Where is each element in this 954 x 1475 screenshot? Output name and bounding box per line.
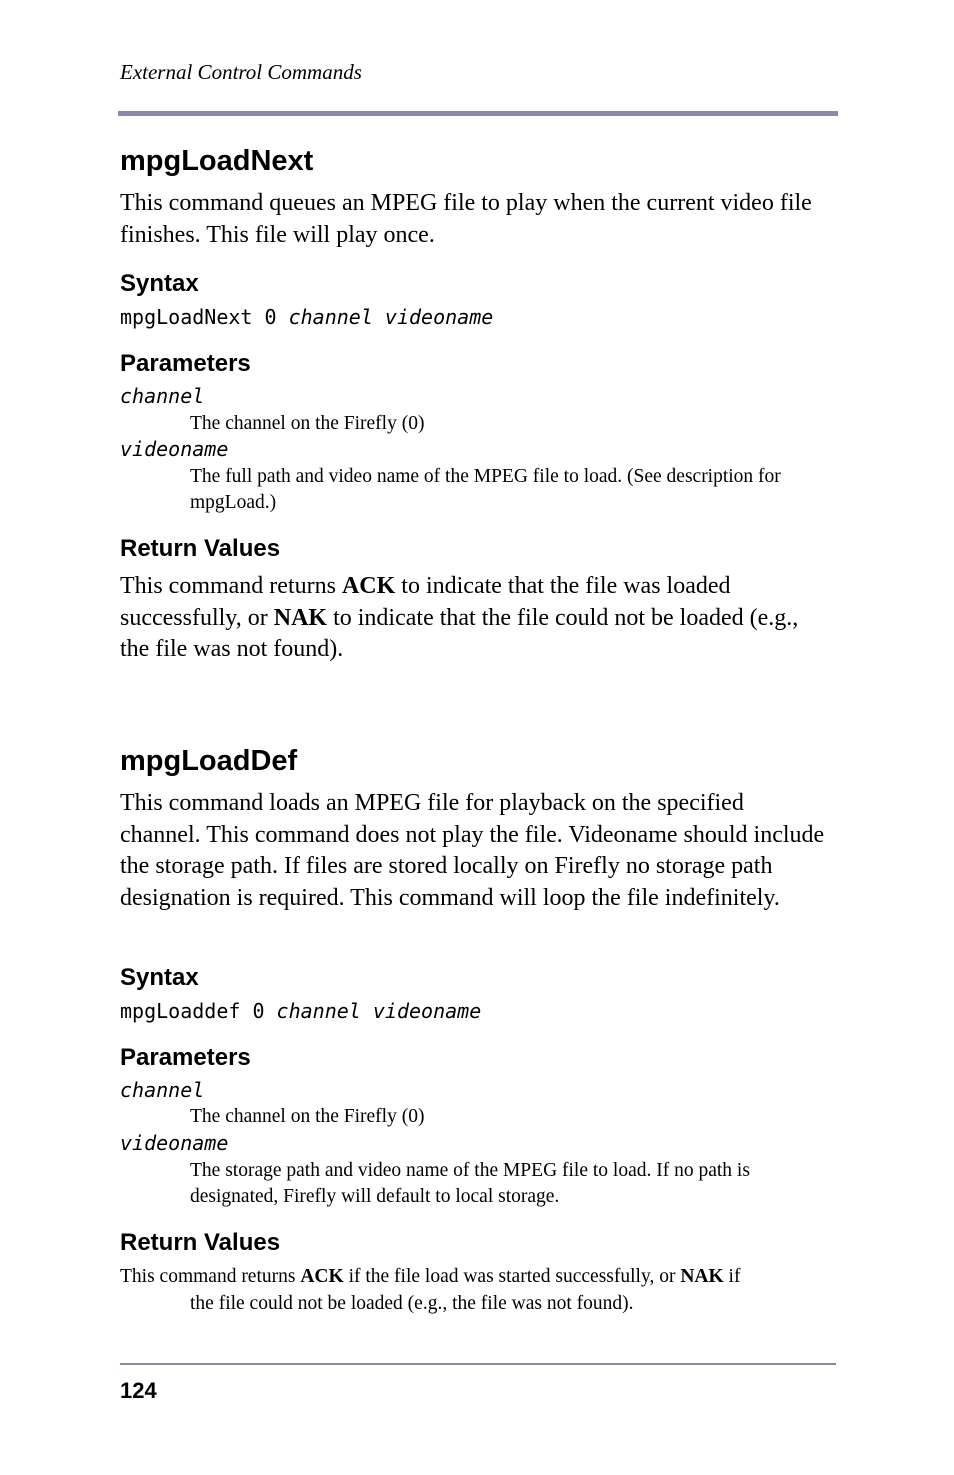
section-title-mpgloaddef: mpgLoadDef: [120, 745, 298, 777]
return-text-part: to indicate that the file was loaded successfully, or: [120, 573, 731, 631]
section-title-mpgloadnext: mpgLoadNext: [120, 145, 314, 177]
syntax-command: mpgLoaddef 0: [120, 999, 265, 1023]
param-desc-channel: The channel on the Firefly (0): [190, 413, 425, 434]
footer-rule: [120, 1363, 836, 1365]
param-desc-videoname: The full path and video name of the MPEG file to load. (See description for mpgLoad.): [190, 466, 781, 513]
syntax-line: [120, 305, 493, 329]
parameters-heading: Parameters: [120, 1044, 251, 1071]
nak-keyword: NAK: [680, 1266, 724, 1287]
param-name-videoname: videoname: [120, 437, 229, 461]
section-description: This command queues an MPEG file to play when the current video file finishes. This file will play once.: [120, 190, 812, 248]
running-header: External Control Commands: [120, 60, 362, 84]
syntax-heading: Syntax: [120, 964, 199, 991]
return-text-part: if the file load was started successfully, or: [348, 1266, 676, 1287]
return-values-text: [120, 1263, 832, 1317]
return-text-continuation: the file could not be loaded (e.g., the file was not found).: [190, 1293, 634, 1314]
return-values-heading: Return Values: [120, 1229, 281, 1256]
page-number: 124: [120, 1378, 157, 1403]
return-text-part: to indicate that the file could not be loaded (e.g., the file was not found).: [120, 604, 799, 662]
parameters-heading: Parameters: [120, 350, 251, 377]
ack-keyword: ACK: [341, 573, 396, 599]
syntax-arguments: channel videoname: [276, 999, 482, 1023]
return-values-text: [120, 571, 830, 666]
param-name-channel: channel: [120, 384, 205, 408]
param-desc-videoname: The storage path and video name of the MPEG file to load. If no path is designated, Firefly will default to local storage.: [190, 1160, 750, 1207]
syntax-command: mpgLoadNext 0: [120, 305, 277, 329]
param-name-videoname: videoname: [120, 1131, 229, 1155]
param-name-channel: channel: [120, 1078, 205, 1102]
syntax-arguments: channel videoname: [288, 305, 494, 329]
return-text-part: This command returns: [120, 1266, 296, 1287]
syntax-heading: Syntax: [120, 270, 199, 297]
header-rule: [118, 111, 838, 116]
return-values-heading: Return Values: [120, 535, 281, 562]
param-desc-channel: The channel on the Firefly (0): [190, 1106, 425, 1127]
nak-keyword: NAK: [273, 604, 328, 631]
section-description: This command loads an MPEG file for playback on the specified channel. This command does not play the file. Videoname should include the storage path. If files are stored locally on Firefly no storage path designation is required. This command will loop the file indefinitely.: [120, 790, 825, 911]
syntax-line: [120, 999, 481, 1023]
ack-keyword: ACK: [300, 1266, 344, 1287]
return-text-part: if: [728, 1266, 741, 1287]
return-text-part: This command returns: [120, 573, 336, 599]
